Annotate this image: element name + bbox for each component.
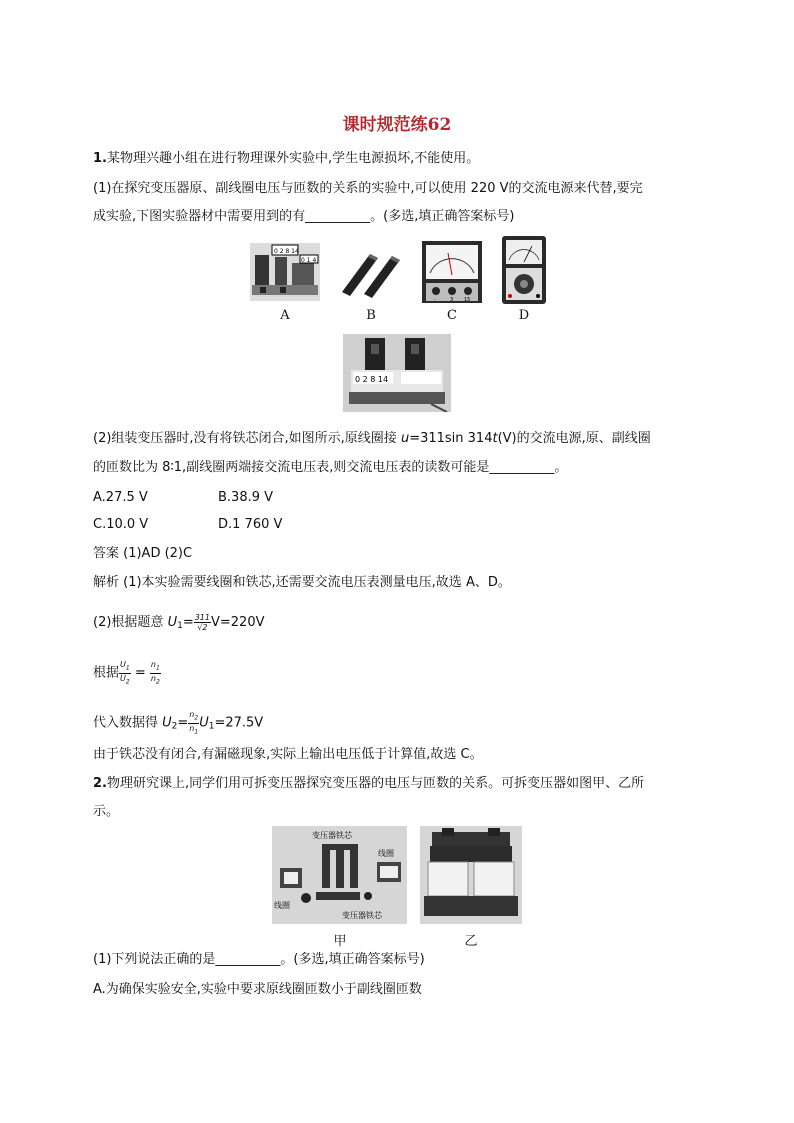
analysis-5: 由于铁芯没有闭合,有漏磁现象,实际上输出电压低于计算值,故选 C。 [93, 747, 483, 762]
label-core-top: 变压器铁芯 [312, 831, 352, 840]
q2-number: 2. [93, 776, 107, 791]
figure-open-core-transformer [343, 334, 451, 412]
q2-stem-line1: 2.物理研究课上,同学们用可拆变压器探究变压器的电压与匝数的关系。可拆变压器如图甲、乙所 [93, 776, 645, 791]
figure-c-voltmeter [422, 241, 482, 303]
caption-c: C [447, 308, 457, 323]
caption-yi: 乙 [464, 934, 478, 949]
caption-b: B [366, 308, 376, 323]
terminal-neg: - [434, 297, 436, 303]
answer: 答案 (1)AD (2)C [93, 546, 193, 561]
label-coil-right: 线圈 [378, 849, 394, 858]
label-core-bottom: 变压器铁芯 [342, 911, 382, 920]
option-d: D.1 760 V [218, 517, 283, 532]
fraction-n1-n2: $\frac{n_1}{n_2}$ [150, 660, 160, 686]
q2-option-a: A.为确保实验安全,实验中要求原线圈匝数小于副线圈匝数 [93, 982, 422, 997]
analysis-4: 代入数据得 $U_2=$ $\frac{n_2}{n_1}$ $U_1=27.5V$ [93, 710, 264, 736]
analysis-2: (2)根据题意 $U_1=$ $\frac{311}{√2}$ V=220V [93, 613, 265, 632]
option-c: C.10.0 V [93, 517, 149, 532]
q2-part1: (1)下列说法正确的是__________。(多选,填正确答案标号) [93, 952, 425, 967]
figure-a-transformer [250, 243, 320, 301]
q1-part2-line2: 的匝数比为 8∶1,副线圈两端接交流电压表,则交流电压表的读数可能是__________。 [93, 460, 568, 475]
figure-b-iron-core [340, 250, 402, 298]
option-a: A.27.5 V [93, 490, 148, 505]
q1-part1-line2: 成实验,下图实验器材中需要用到的有__________。(多选,填正确答案标号) [93, 209, 515, 224]
label-coil-left: 线圈 [274, 901, 290, 910]
terminal-15: 15 [464, 297, 471, 303]
page-title: 课时规范练62 [342, 115, 452, 135]
figure-yi-assembled-transformer [420, 826, 522, 924]
caption-jia: 甲 [333, 934, 347, 949]
figure-d-multimeter [502, 236, 546, 304]
terminal-3: 3 [450, 297, 454, 303]
q1-stem: 某物理兴趣小组在进行物理课外实验中,学生电源损坏,不能使用。 [106, 151, 480, 166]
fraction-311-root2: $\frac{311}{√2}$ [194, 613, 210, 632]
option-b: B.38.9 V [218, 490, 274, 505]
q1-stem-line [93, 150, 479, 168]
fraction-n2-n1: $\frac{n_2}{n_1}$ [189, 710, 199, 736]
figure-jia-disassembled-transformer [272, 826, 407, 924]
analysis-3: 根据 $\frac{U_1}{U_2}$ = $\frac{n_1}{n_2}$ [93, 660, 160, 686]
coil-taps-b: 0 1 4 [301, 257, 317, 264]
q2-stem-line2: 示。 [93, 804, 120, 819]
q1-part2-line1: (2)组装变压器时,没有将铁芯闭合,如图所示,原线圈接 u=311sin 314t(V)的交流电源,原、副线圈 [93, 431, 651, 446]
analysis-1: 解析 (1)本实验需要线圈和铁芯,还需要交流电压表测量电压,故选 A、D。 [93, 575, 511, 590]
svg-text:0 2 8 14: 0 2 8 14 [355, 375, 389, 384]
q1-number: 1. [93, 151, 107, 166]
caption-a: A [280, 308, 290, 323]
fraction-u1-u2: $\frac{U_1}{U_2}$ [120, 660, 130, 686]
coil-taps-a: 0 2 8 14 [274, 248, 299, 255]
caption-d: D [518, 308, 530, 323]
q1-part1-line1: (1)在探究变压器原、副线圈电压与匝数的关系的实验中,可以使用 220 V的交流电源来代替,要完 [93, 181, 643, 196]
